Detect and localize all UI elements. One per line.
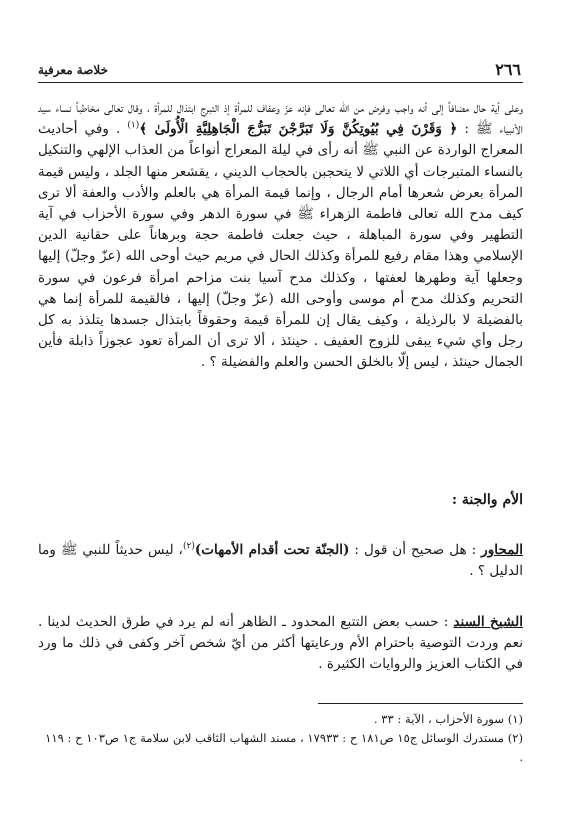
footnote-text: سورة الأحزاب ، الآية : ٣٣ . bbox=[373, 712, 505, 726]
footnote-item bbox=[38, 729, 523, 767]
page-number: ٢٦٦ bbox=[495, 60, 521, 79]
question-text: ، ليس حديثاً للنبي ﷺ وما الدليل ؟ . bbox=[38, 542, 523, 580]
answer-paragraph bbox=[38, 612, 523, 676]
quran-verse: ﴿ وَقَرْنَ فِي بُيُوتِكُنَّ وَلَا تَبَرَّجْنَ تَبَرُّجَ الْجَاهِلِيَّةِ الْأُولَىٰ ﴾ bbox=[139, 121, 458, 138]
speaker-label: المحاور bbox=[481, 542, 523, 558]
footnote-item bbox=[38, 710, 523, 729]
footnote-number: (١) bbox=[507, 712, 523, 726]
speaker-label: الشيخ السند bbox=[453, 614, 523, 630]
footnotes bbox=[38, 710, 523, 767]
page-header bbox=[38, 60, 523, 83]
main-text bbox=[38, 98, 523, 374]
paragraph-text: وعلى أية حال مضافاً إلى أنه واجب وفرض من الله تعالى فإنه عزّ وعفاف للمرأة إذ التبرج ابتذال للمرأة ، وقال تعالى مخاطباً نساء سيد الأنبياء ﷺ : bbox=[38, 100, 523, 138]
question-text: : هل صحيح أن قول : bbox=[349, 542, 482, 558]
question-block bbox=[38, 540, 523, 582]
running-title: خلاصة معرفية bbox=[38, 63, 109, 77]
question-paragraph bbox=[38, 540, 523, 582]
footnote-number: (٢) bbox=[507, 731, 523, 745]
section-heading: الأم والجنة : bbox=[451, 492, 523, 508]
hadith-quote: (الجنّة تحت أقدام الأمهات) bbox=[194, 542, 350, 558]
footnote-ref[interactable]: (٢) bbox=[182, 541, 195, 552]
paragraph bbox=[38, 98, 523, 374]
footnote-text: مستدرك الوسائل ج١٥ ص١٨١ ح : ١٧٩٣٣ ، مسند الشهاب الثاقب لابن سلامة ج١ ص١٠٣ ح : ١١٩ . bbox=[45, 731, 523, 764]
footnote-divider bbox=[318, 703, 523, 704]
paragraph-text: . وفي أحاديث المعراج الواردة عن النبي ﷺ أنه رأى في ليلة المعراج أنواعاً من العذاب الإلهي والتنكيل بالنساء المتبرجات أي اللاتي لا يتحجبن بالحجاب الديني ، يقشعر منها الجلد ، وليس قيمة المرأة بعرض شعرها أمام الرجال ، وإنما قيمة المرأة هي بالعلم والأدب والعفة ألا ترى كيف مدح الله تعالى فاطمة الزهراء ﷺ في سورة الدهر وفي سورة الأحزاب في آية التطهير وفي سورة المباهلة ، حيث جعلت فاطمة حجة وبرهاناً على حقانية الدين الإسلامي وهذا مقام رفيع للمرأة وكذلك الحال في مريم حيث أوحى الله (عزّ وجلّ) إليها وجعلها آية وطهرها لعفتها ، وكذلك مدح آسيا بنت مزاحم امرأة فرعون في سورة التحريم وكذلك مدح أم موسى وأوحى الله (عزّ وجلّ) إليها ، فالقيمة للمرأة إنما هي بالفضيلة لا بالرذيلة ، وكيف يقال إن للمرأة قيمة وحقوقاً بابتذال جسدها يتلذذ به كل رجل وأي شيء يبقى للزوج العفيف . حينئذ ، ألا ترى أن المرأة تعود عجوزاً ذابلة فأين الجمال حينئذ ، ليس إلّا بالخلق الحسن والعلم والفضيلة ؟ . bbox=[38, 121, 523, 371]
answer-block bbox=[38, 612, 523, 676]
answer-text: : حسب بعض التتبع المحدود ـ الظاهر أنه لم يرد في طرق الحديث لدينا . نعم وردت التوصية باحترام الأم ورعايتها أكثر من أيّ شخص آخر وكفى في ذلك ما ورد في الكتاب العزيز والروايات الكثيرة . bbox=[38, 614, 523, 673]
footnote-ref[interactable]: (١) bbox=[127, 120, 140, 131]
